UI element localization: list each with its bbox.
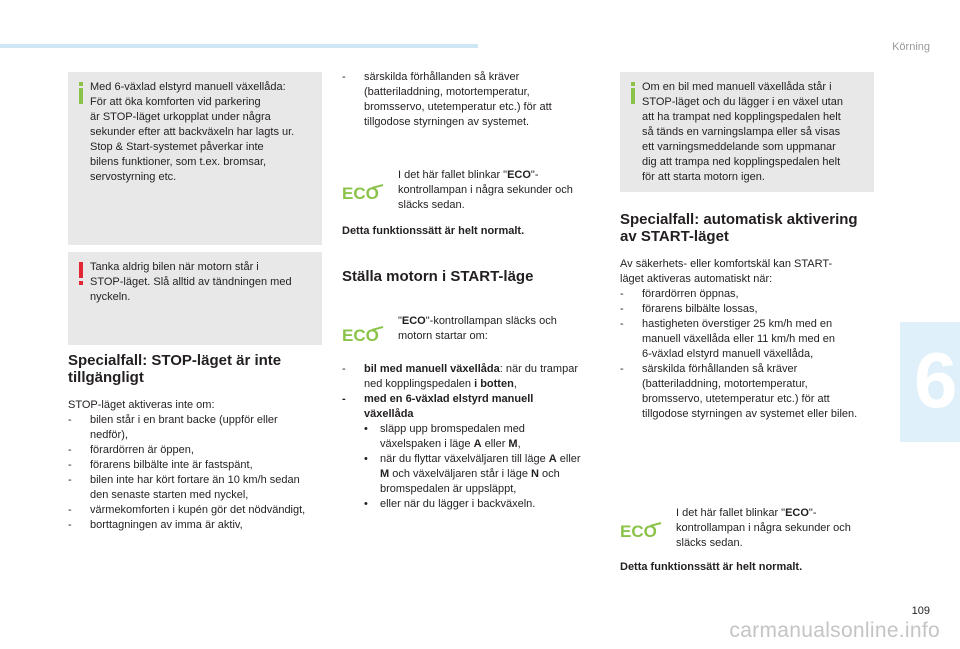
watermark: carmanualsonline.info — [729, 619, 940, 642]
info-icon — [78, 82, 84, 106]
info-icon — [630, 82, 636, 106]
middle-heading-wrap — [342, 268, 604, 285]
bullet-item: • när du flyttar växelväljaren till läge A eller M och växelväljaren står i läge N och bromspedalen är uppsläppt, — [364, 453, 581, 495]
list-item: - särskilda förhållanden så kräver (batteriladdning, motortemperatur, bromsservo, utetemperatur etc.) för att tillgodose styrningen av systemet. — [342, 71, 552, 128]
list-item: - förardörren öppnas, — [620, 288, 739, 300]
warning-icon — [78, 262, 84, 286]
list-item: - förardörren är öppen, — [68, 444, 194, 456]
eco-icon — [620, 522, 670, 540]
list-item: - bil med manuell växellåda: när du trampar ned kopplingspedalen i botten, — [342, 363, 578, 390]
right-section-auto-start — [620, 211, 882, 422]
list-item: - hastigheten överstiger 25 km/h med en manuell växellåda eller 11 km/h med en 6-växlad elstyrd manuell växellåda, — [620, 318, 836, 360]
section-heading: Specialfall: automatisk aktivering av START-läget — [620, 211, 858, 245]
left-section-stop-unavailable — [68, 352, 330, 533]
info-box-clutch — [620, 72, 874, 192]
intro-text: Av säkerhets- eller komfortskäl kan START- läget aktiveras automatiskt när: — [620, 258, 833, 285]
list-item: - med en 6-växlad elstyrd manuell växellåda — [342, 393, 534, 420]
page-number: 109 — [911, 605, 930, 617]
middle-start-conditions — [342, 362, 604, 512]
eco-block-blink-right — [620, 506, 882, 556]
chapter-number: 6 — [914, 336, 958, 424]
list-item: - värmekomforten i kupén gör det nödvändigt, — [68, 504, 306, 516]
section-title: Körning — [892, 41, 930, 53]
list-item: - förarens bilbälte lossas, — [620, 303, 758, 315]
eco-icon — [342, 184, 392, 202]
eco-text: "ECO"-kontrollampan släcks och motorn startar om: — [398, 315, 557, 342]
header-accent-bar — [0, 44, 478, 48]
middle-continued-item — [342, 70, 604, 130]
warning-box-text: Tanka aldrig bilen när motorn står i STOP-läget. Slå alltid av tändningen med nyckeln. — [90, 261, 292, 303]
chapter-tab — [900, 322, 960, 442]
eco-text: I det här fallet blinkar "ECO"- kontrollampan i några sekunder och släcks sedan. — [398, 169, 573, 211]
info-box-6speed — [68, 72, 322, 245]
svg-text:ECO: ECO — [342, 326, 379, 344]
warning-box-refuel — [68, 252, 322, 345]
bullet-item: • släpp upp bromspedalen med växelspaken i läge A eller M, — [364, 423, 525, 450]
list-item: - bilen står i en brant backe (uppför eller nedför), — [68, 414, 278, 441]
svg-text:ECO: ECO — [342, 184, 379, 202]
info-box-text: Om en bil med manuell växellåda står i STOP-läget och du lägger i en växel utan att ha trampat ned kopplingspedalen helt så tänds en varningslampa eller så visas ett varningsmeddelande som uppmanar dig att trampa ned kopplingspedalen helt för att starta motorn igen. — [642, 81, 843, 183]
list-item: - särskilda förhållanden så kräver (batteriladdning, motortemperatur, bromsservo, utetemperatur etc.) för att tillgodose styrningen av systemet eller bilen. — [620, 363, 858, 420]
list-item: - förarens bilbälte inte är fastspänt, — [68, 459, 253, 471]
list-item: - borttagningen av imma är aktiv, — [68, 519, 243, 531]
eco-block-off — [342, 314, 604, 348]
intro-text: STOP-läget aktiveras inte om: — [68, 399, 215, 411]
list-item: - bilen inte har kört fortare än 10 km/h sedan den senaste starten med nyckel, — [68, 474, 300, 501]
section-heading: Ställa motorn i START-läge — [342, 268, 534, 285]
bullet-item: • eller när du lägger i backväxeln. — [364, 498, 536, 510]
normal-note: Detta funktionssätt är helt normalt. — [342, 225, 525, 237]
eco-block-blink — [342, 168, 604, 218]
eco-icon — [342, 326, 392, 344]
eco-text: I det här fallet blinkar "ECO"- kontrollampan i några sekunder och släcks sedan. — [676, 507, 851, 549]
section-heading: Specialfall: STOP-läget är inte tillgängligt — [68, 352, 282, 386]
info-box-text: Med 6-växlad elstyrd manuell växellåda: För att öka komforten vid parkering är STOP-läget urkopplat under några sekunder efter att backväxeln har lagts ur. Stop & Start-systemet påverkar inte bilens funktioner, som t.ex. bromsar, servostyrning etc. — [90, 81, 295, 183]
normal-note: Detta funktionssätt är helt normalt. — [620, 561, 803, 573]
svg-text:ECO: ECO — [620, 522, 657, 540]
